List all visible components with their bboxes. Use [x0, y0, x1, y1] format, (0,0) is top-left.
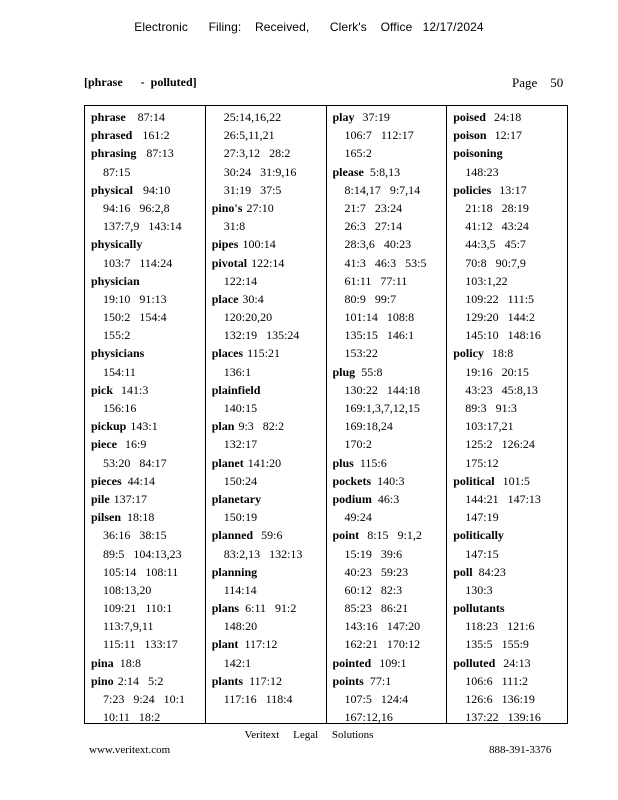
page-line-refs: 118:23 121:6	[465, 619, 535, 634]
index-entry	[91, 108, 205, 126]
page-line-refs: 143:1	[130, 419, 158, 434]
index-entry	[91, 144, 205, 180]
index-column-3	[326, 106, 447, 723]
index-column-1	[85, 106, 205, 723]
page-line-refs: 150:2 154:4	[103, 310, 167, 325]
page-line-refs: 169:18,24	[344, 419, 393, 434]
page-line-refs: 19:16 20:15	[465, 364, 529, 379]
page-line-refs: 44:14	[127, 473, 155, 488]
phone-number: 888-391-3376	[489, 744, 552, 756]
index-term: phrased	[91, 128, 133, 143]
index-term: pino's	[211, 200, 243, 215]
index-entry	[91, 654, 205, 672]
index-term: phrasing	[91, 146, 137, 161]
index-term: policy	[453, 346, 484, 361]
page-line-refs: 105:14 108:11	[103, 564, 179, 579]
index-entry	[453, 344, 567, 471]
index-term: poised	[453, 110, 486, 124]
page-line-refs: 59:6	[261, 528, 283, 543]
page-line-refs: 132:19 135:24	[223, 328, 300, 343]
index-term: pile	[91, 491, 110, 506]
page-line-refs: 25:14,16,22	[223, 110, 282, 124]
page-line-refs: 154:11	[103, 364, 136, 379]
page-line-refs: 126:6 136:19	[465, 692, 535, 706]
index-entry	[91, 435, 205, 471]
index-term: polluted	[453, 655, 496, 670]
index-entry	[453, 472, 567, 527]
index-term: pollutants	[453, 601, 505, 616]
index-entry	[212, 672, 326, 708]
index-entry	[453, 526, 567, 562]
index-entry	[91, 672, 205, 727]
page-line-refs: 7:23 9:24 10:1	[103, 692, 186, 706]
index-entry	[91, 381, 205, 417]
index-entry	[91, 472, 205, 490]
index-term: plainfield	[211, 382, 261, 397]
index-term: pino	[91, 673, 114, 688]
index-term: planetary	[211, 491, 262, 506]
page-line-refs: 87:13	[146, 146, 174, 161]
page-line-refs: 122:14	[251, 255, 285, 270]
page-line-refs: 61:11 77:11	[344, 273, 408, 288]
index-entry	[212, 599, 326, 635]
page-line-refs: 18:8	[491, 346, 514, 361]
page-line-refs: 24:18	[493, 110, 522, 124]
page-line-refs: 169:1,3,7,12,15	[344, 401, 420, 415]
page-line-refs: 135:5 155:9	[465, 637, 529, 652]
page-line-refs: 141:20	[247, 455, 282, 470]
page-line-refs: 13:17	[499, 182, 527, 197]
page-line-refs: 150:24	[223, 473, 258, 488]
page-line-refs: 89:5 104:13,23	[103, 546, 182, 561]
page-line-refs: 132:17	[223, 437, 258, 452]
index-term: political	[453, 473, 495, 488]
index-term: planning	[211, 564, 258, 579]
page-line-refs: 21:18 28:19	[465, 200, 529, 215]
page-line-refs: 60:12 82:3	[344, 582, 403, 597]
index-entry	[453, 108, 567, 126]
page-line-refs: 137:22 139:16	[465, 710, 541, 725]
index-term: policies	[453, 182, 492, 197]
index-entry	[333, 526, 447, 653]
index-term: physically	[91, 237, 143, 252]
page-line-refs: 143:16 147:20	[344, 619, 421, 634]
page-line-refs: 115:6	[359, 455, 387, 470]
page-line-refs: 140:3	[377, 473, 405, 488]
index-term: plus	[332, 455, 354, 470]
page-line-refs: 136:1	[223, 364, 252, 379]
page-line-refs: 125:2 126:24	[465, 437, 535, 452]
page-line-refs: 5:8,13	[369, 164, 401, 179]
index-entry	[91, 272, 205, 345]
index-term: pointed	[332, 655, 372, 670]
index-entry	[212, 235, 326, 253]
word-index-grid	[84, 105, 568, 724]
page-line-refs: 36:16 38:15	[103, 528, 167, 543]
index-entry	[333, 108, 447, 163]
index-term: play	[332, 110, 355, 124]
page-line-refs: 155:2	[103, 328, 131, 343]
page-line-refs: 94:10	[143, 182, 171, 197]
index-term: pivotal	[211, 255, 248, 270]
page-line-refs: 40:23 59:23	[344, 564, 409, 579]
page-line-refs: 156:16	[103, 401, 137, 415]
page-line-refs: 80:9 99:7	[344, 291, 397, 306]
company-name: Veritext Legal Solutions	[244, 729, 374, 741]
page-line-refs: 37:19	[362, 110, 390, 124]
page-line-refs: 114:14	[223, 582, 257, 597]
page-line-refs: 175:12	[465, 455, 499, 470]
page-line-refs: 101:14 108:8	[344, 310, 415, 325]
page-line-refs: 117:12	[244, 637, 278, 652]
page-line-refs: 140:15	[223, 401, 258, 415]
index-entry	[212, 108, 326, 199]
page-line-refs: 94:16 96:2,8	[103, 200, 170, 215]
index-entry	[212, 199, 326, 235]
index-entry	[333, 490, 447, 526]
index-range: [phrase - polluted]	[84, 75, 197, 89]
page-line-refs: 31:19 37:5	[223, 182, 282, 197]
page-line-refs: 83:2,13 132:13	[223, 546, 303, 561]
index-entry	[453, 144, 567, 180]
page-line-refs: 137:17	[113, 491, 148, 506]
index-term: plants	[211, 673, 244, 688]
page-line-refs: 8:15 9:1,2	[367, 528, 422, 543]
page-line-refs: 77:1	[369, 673, 392, 688]
index-entry	[212, 454, 326, 490]
page-line-refs: 101:5	[502, 473, 530, 488]
index-term: pick	[91, 382, 114, 397]
page-line-refs: 106:6 111:2	[465, 673, 529, 688]
page-line-refs: 41:12 43:24	[465, 219, 529, 234]
index-term: physician	[91, 273, 140, 288]
index-entry	[453, 563, 567, 599]
index-entry	[212, 563, 326, 599]
page-line-refs: 148:20	[223, 619, 258, 634]
index-entry	[212, 526, 326, 562]
page-line-refs: 26:5,11,21	[223, 128, 275, 143]
index-entry	[333, 363, 447, 454]
page-line-refs: 103:17,21	[465, 419, 514, 434]
index-term: planet	[211, 455, 244, 470]
index-term: poison	[453, 128, 487, 143]
page-line-refs: 117:16 118:4	[223, 692, 293, 706]
index-entry	[333, 654, 447, 672]
page-line-refs: 162:21 170:12	[344, 637, 421, 652]
index-term: piece	[91, 437, 117, 452]
page-line-refs: 70:8 90:7,9	[465, 255, 526, 270]
index-term: plug	[332, 364, 356, 379]
page-line-refs: 167:12,16	[344, 710, 393, 725]
index-term: politically	[453, 528, 504, 543]
page-line-refs: 122:14	[223, 273, 258, 288]
page-line-refs: 145:10 148:16	[465, 328, 541, 343]
page-line-refs: 142:1	[223, 655, 252, 670]
index-entry	[91, 344, 205, 380]
page-line-refs: 87:15	[103, 164, 131, 179]
page-line-refs: 55:8	[361, 364, 383, 379]
page-line-refs: 120:20,20	[223, 310, 273, 325]
index-term: plans	[211, 601, 240, 616]
index-term: pilsen	[91, 510, 122, 525]
index-entry	[91, 490, 205, 508]
page-line-refs: 10:11 18:2	[103, 710, 161, 725]
page-line-refs: 8:14,17 9:7,14	[344, 182, 421, 197]
page-line-refs: 141:3	[121, 382, 149, 397]
page-line-refs: 144:21 147:13	[465, 491, 541, 506]
index-term: pipes	[211, 237, 239, 252]
index-entry	[91, 417, 205, 435]
page-line-refs: 84:23	[478, 564, 506, 579]
page-line-refs: 115:21	[247, 346, 280, 361]
page-line-refs: 113:7,9,11	[103, 619, 154, 634]
index-column-2	[205, 106, 326, 723]
page-line-refs: 41:3 46:3 53:5	[344, 255, 427, 270]
index-entry	[91, 235, 205, 271]
page-line-refs: 109:21 110:1	[103, 601, 173, 616]
page-line-refs: 18:18	[127, 510, 155, 525]
page-line-refs: 109:22 111:5	[465, 291, 535, 306]
page-line-refs: 147:19	[465, 510, 499, 525]
index-term: pickup	[91, 419, 127, 434]
index-entry	[333, 454, 447, 472]
index-term: point	[332, 528, 360, 543]
page-line-refs: 53:20 84:17	[103, 455, 167, 470]
page-line-refs: 44:3,5 45:7	[465, 237, 526, 252]
page-line-refs: 109:1	[379, 655, 407, 670]
page-line-refs: 148:23	[465, 164, 499, 179]
page-line-refs: 12:17	[494, 128, 522, 143]
index-entry	[212, 635, 326, 671]
page-line-refs: 27:10	[246, 200, 274, 215]
index-entry	[212, 344, 326, 380]
index-entry	[453, 654, 567, 727]
index-term: poisoning	[453, 146, 503, 161]
index-term: physicians	[91, 346, 145, 361]
index-term: poll	[453, 564, 473, 579]
page-line-refs: 6:11 91:2	[245, 601, 297, 616]
index-entry	[212, 490, 326, 526]
index-entry	[91, 181, 205, 236]
page-line-refs: 19:10 91:13	[103, 291, 167, 306]
page-line-refs: 30:4	[242, 291, 264, 306]
page-line-refs: 87:14	[137, 110, 166, 124]
index-term: phrase	[91, 110, 126, 124]
index-term: planned	[211, 528, 254, 543]
page-line-refs: 107:5 124:4	[344, 692, 409, 706]
index-entry	[91, 508, 205, 654]
page-line-refs: 108:13,20	[103, 582, 152, 597]
page-line-refs: 30:24 31:9,16	[223, 164, 297, 179]
page-line-refs: 27:3,12 28:2	[223, 146, 291, 161]
page-line-refs: 18:8	[119, 655, 142, 670]
page-line-refs: 100:14	[242, 237, 276, 252]
page-line-refs: 9:3 82:2	[238, 419, 285, 434]
index-term: plan	[211, 419, 235, 434]
index-term: points	[332, 673, 364, 688]
page-line-refs: 161:2	[142, 128, 170, 143]
page-line-refs: 115:11 133:17	[103, 637, 178, 652]
index-term: pina	[91, 655, 114, 670]
page-line-refs: 21:7 23:24	[344, 200, 403, 215]
index-entry	[212, 290, 326, 345]
page-line-refs: 46:3	[377, 491, 400, 506]
index-entry	[333, 163, 447, 363]
page-line-refs: 31:8	[223, 219, 246, 234]
page-line-refs: 89:3 91:3	[465, 401, 517, 415]
index-term: pockets	[332, 473, 372, 488]
index-entry	[333, 472, 447, 490]
page-line-refs: 153:22	[344, 346, 378, 361]
page-line-refs: 129:20 144:2	[465, 310, 535, 325]
index-entry	[453, 599, 567, 654]
page-line-refs: 170:2	[344, 437, 372, 452]
filing-stamp: Electronic Filing: Received, Clerk's Office 12/17/2024	[134, 20, 484, 34]
index-entry	[212, 381, 326, 417]
index-term: plant	[211, 637, 239, 652]
page-line-refs: 147:15	[465, 546, 499, 561]
index-entry	[212, 254, 326, 290]
page-line-refs: 150:19	[223, 510, 258, 525]
page-line-refs: 103:1,22	[465, 273, 508, 288]
page-line-refs: 49:24	[344, 510, 372, 525]
page-line-refs: 103:7 114:24	[103, 255, 173, 270]
index-entry	[333, 672, 447, 727]
index-column-4	[446, 106, 567, 723]
index-term: place	[211, 291, 239, 306]
index-term: pieces	[91, 473, 122, 488]
page-line-refs: 26:3 27:14	[344, 219, 403, 234]
index-entry	[453, 181, 567, 345]
page-line-refs: 28:3,6 40:23	[344, 237, 412, 252]
page-line-refs: 16:9	[125, 437, 147, 452]
page-line-refs: 2:14 5:2	[117, 673, 164, 688]
page-line-refs: 135:15 146:1	[344, 328, 415, 343]
index-entry	[453, 126, 567, 144]
page-line-refs: 106:7 112:17	[344, 128, 414, 143]
page-line-refs: 165:2	[344, 146, 372, 161]
page-line-refs: 137:7,9 143:14	[103, 219, 182, 234]
index-term: places	[211, 346, 244, 361]
page-line-refs: 130:22 144:18	[344, 382, 421, 397]
index-term: please	[332, 164, 364, 179]
index-entry	[212, 417, 326, 453]
page-line-refs: 43:23 45:8,13	[465, 382, 538, 397]
page-line-refs: 117:12	[249, 673, 282, 688]
page-number: Page 50	[512, 75, 564, 90]
page-line-refs: 130:3	[465, 582, 493, 597]
page-line-refs: 15:19 39:6	[344, 546, 403, 561]
index-term: physical	[91, 182, 134, 197]
website: www.veritext.com	[89, 744, 171, 756]
index-entry	[91, 126, 205, 144]
page-line-refs: 85:23 86:21	[344, 601, 409, 616]
index-term: podium	[332, 491, 372, 506]
page-line-refs: 24:13	[503, 655, 531, 670]
